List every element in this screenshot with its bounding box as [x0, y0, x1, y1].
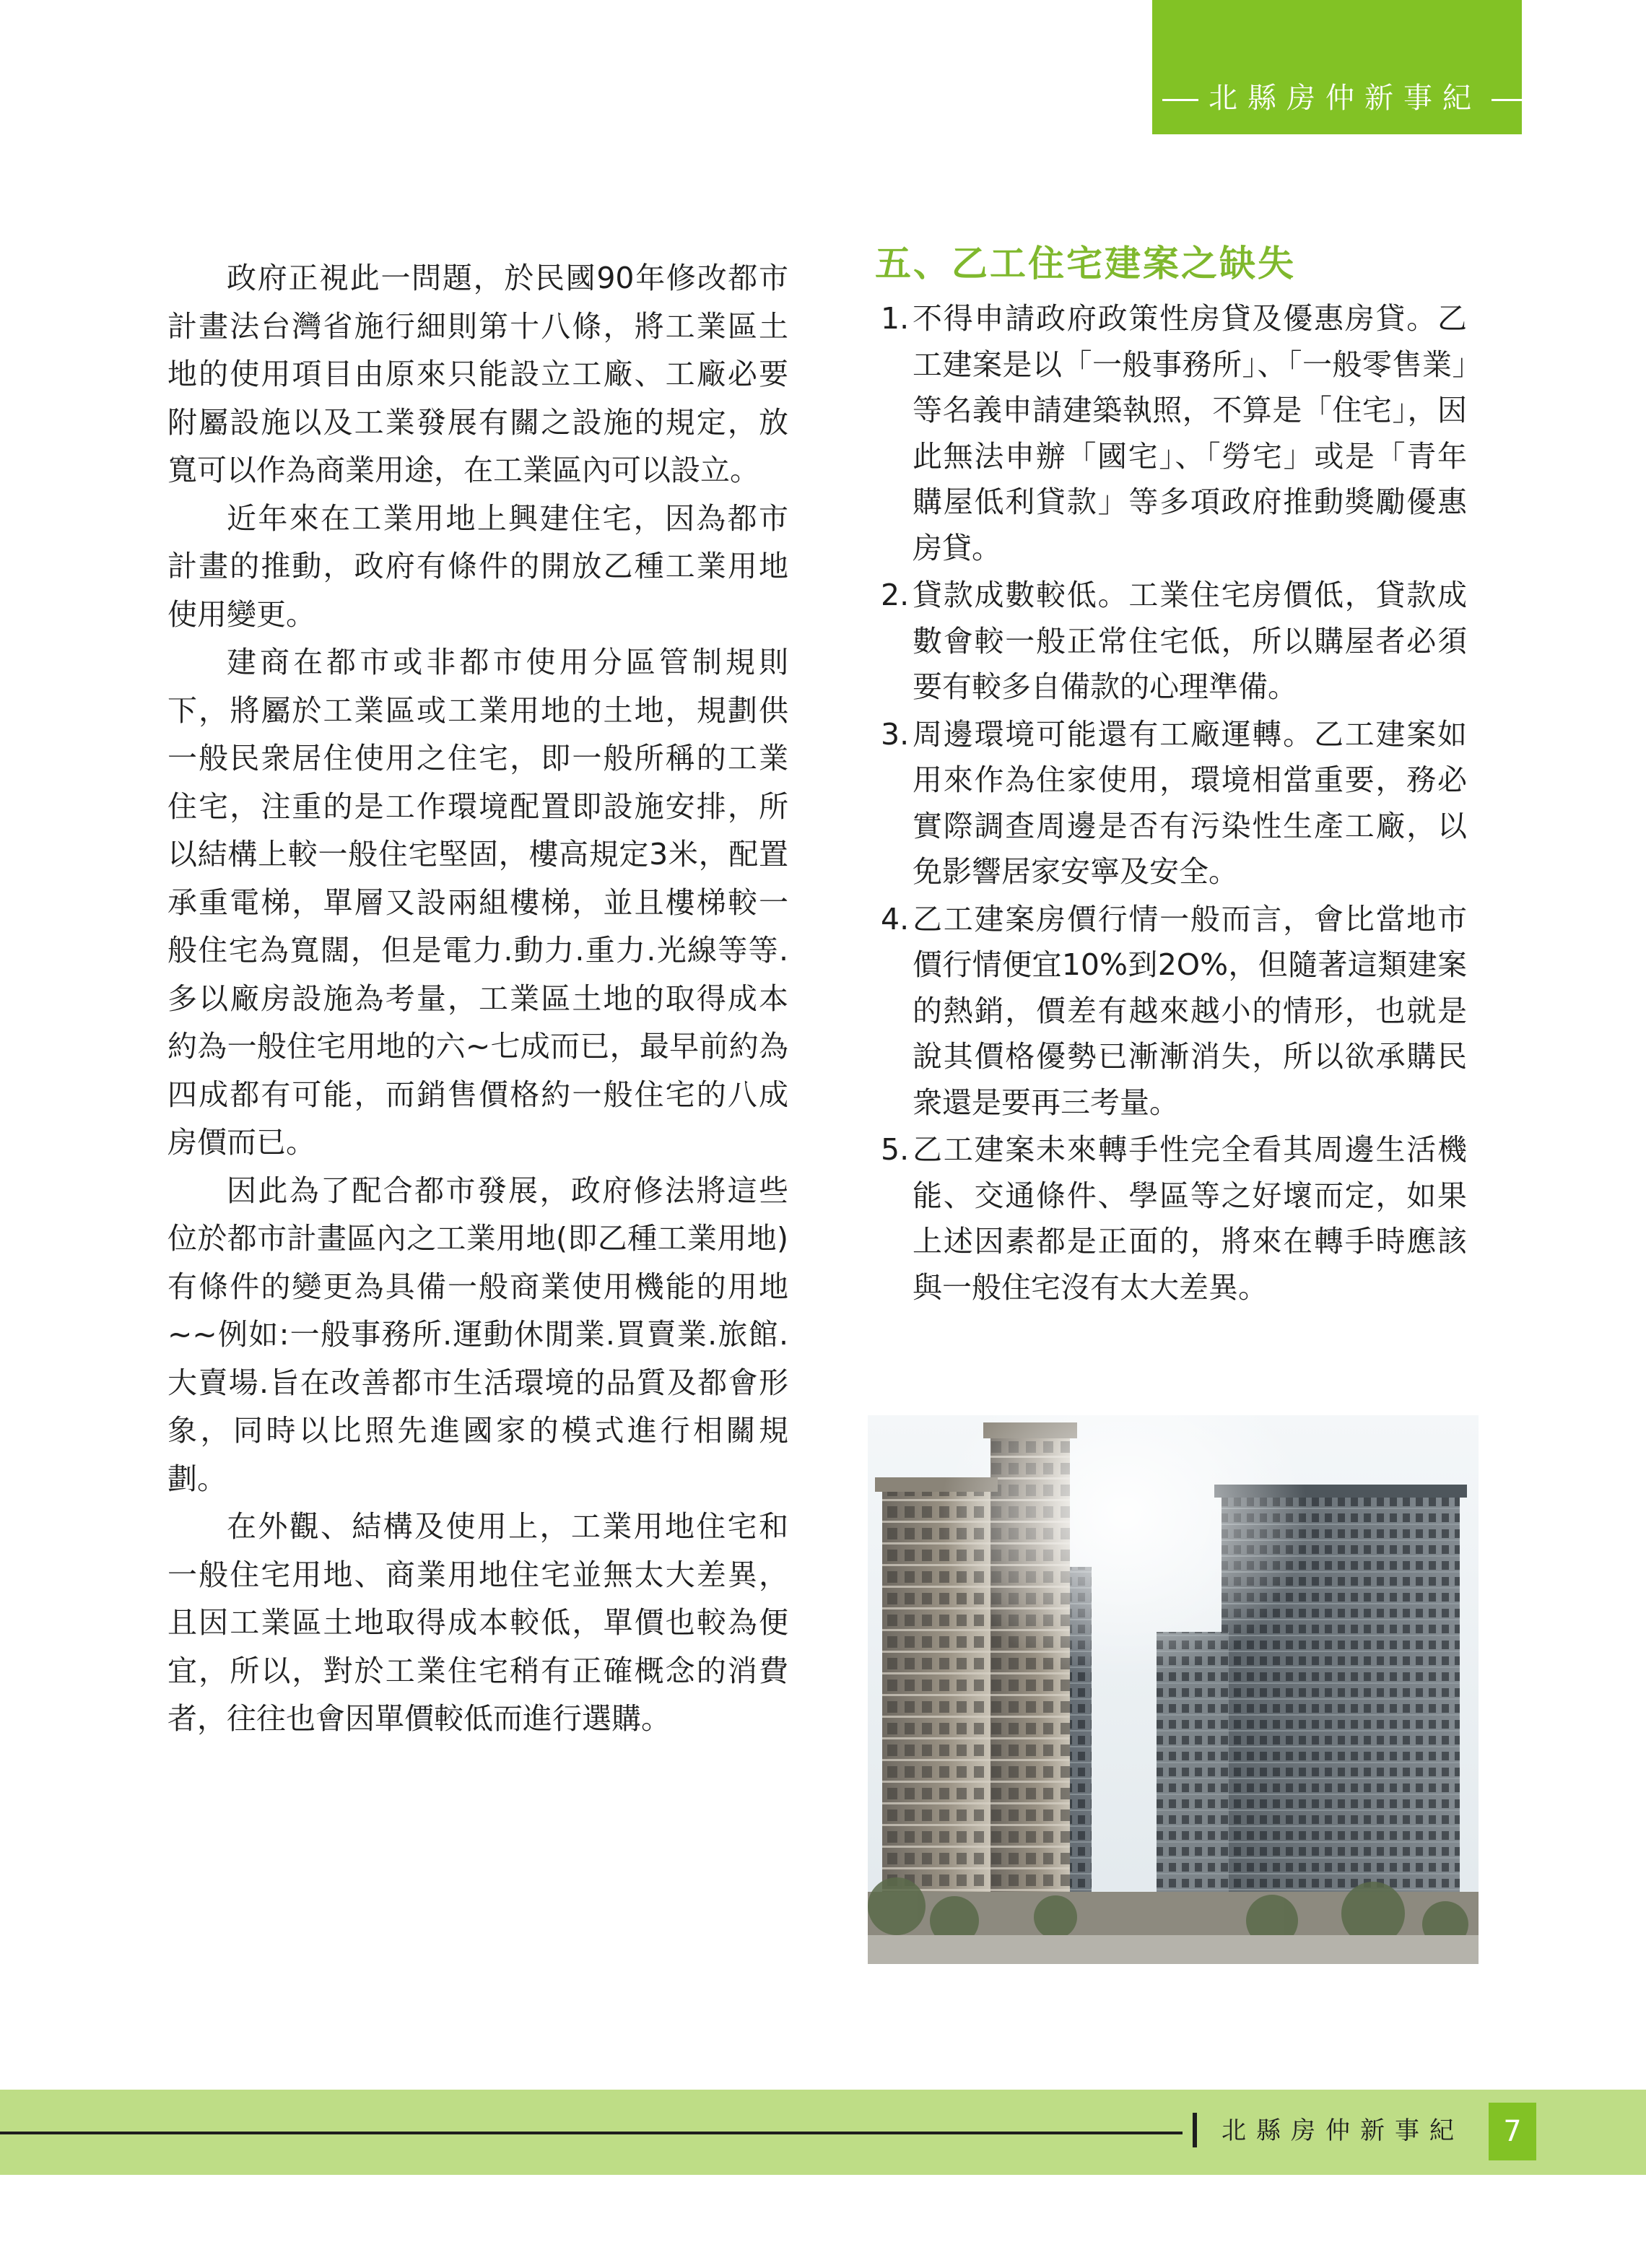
list-item-number: 3. [881, 716, 910, 752]
left-column [167, 254, 788, 1743]
building-photo [868, 1415, 1479, 1964]
paragraph: 因此為了配合都市發展，政府修法將這些位於都市計畫區內之工業用地(即乙種工業用地)有條件的變更為具備一般商業使用機能的用地~~例如:一般事務所.運動休閒業.買賣業.旅館.大賣場.旨在改善都市生活環境的品質及都會形象，同時以比照先進國家的模式進行相關規劃。 [167, 1173, 788, 1496]
list-item-number: 4. [881, 901, 910, 937]
list-item [875, 712, 1467, 895]
paragraph: 在外觀、結構及使用上，工業用地住宅和一般住宅用地、商業用地住宅並無太大差異，且因工業區土地取得成本較低，單價也較為便宜，所以，對於工業住宅稍有正確概念的消費者，往往也會因單價較低而進行選購。 [167, 1509, 788, 1736]
list-item-text: 乙工建案房價行情一般而言，會比當地市價行情便宜10%到2O%，但隨著這類建案的熱銷，價差有越來越小的情形，也就是說其價格優勢已漸漸消失，所以欲承購民衆還是要再三考量。 [913, 901, 1467, 1120]
paragraph: 建商在都市或非都市使用分區管制規則下，將屬於工業區或工業用地的土地，規劃供一般民衆居住使用之住宅，即一般所稱的工業住宅，注重的是工作環境配置即設施安排，所以結構上較一般住宅堅固，樓高規定3米，配置承重電梯，單層又設兩組樓梯，並且樓梯較一般住宅為寬闊，但是電力.動力.重力.光線等等.多以廠房設施為考量，工業區土地的取得成本約為一般住宅用地的六~七成而已，最早前約為四成都有可能，而銷售價格約一般住宅的八成房價而已。 [167, 645, 788, 1160]
list-item [875, 1127, 1467, 1311]
list-item-text: 乙工建案未來轉手性完全看其周邊生活機能、交通條件、學區等之好壞而定，如果上述因素都是正面的，將來在轉手時應該與一般住宅沒有太大差異。 [913, 1132, 1467, 1305]
list-item-number: 5. [881, 1132, 910, 1167]
list-item-text: 貸款成數較低。工業住宅房價低，貸款成數會較一般正常住宅低，所以購屋者必須要有較多自備款的心理準備。 [913, 578, 1467, 704]
header-tab [1152, 0, 1522, 134]
list-item-number: 2. [881, 578, 910, 612]
list-item [875, 573, 1467, 711]
paragraph: 近年來在工業用地上興建住宅，因為都市計畫的推動，政府有條件的開放乙種工業用地使用變更。 [167, 500, 788, 632]
footer-divider [1193, 2113, 1197, 2147]
footer-band [0, 2090, 1646, 2175]
footer-rule [0, 2132, 1183, 2134]
list-item [875, 897, 1467, 1126]
section-heading: 五、乙工住宅建案之缺失 [875, 243, 1296, 284]
building-illustration [868, 1415, 1479, 1964]
list-item-text: 不得申請政府政策性房貸及優惠房貸。乙工建案是以「一般事務所」、「一般零售業」等名義申請建築執照，不算是「住宅」，因此無法申辦「國宅」、「勞宅」或是「青年購屋低利貸款」等多項政府推動獎勵優惠房貸。 [913, 301, 1467, 565]
right-column [875, 238, 1467, 1312]
list-item-number: 1. [881, 301, 910, 336]
footer-title: 北縣房仲新事紀 [1222, 2116, 1464, 2145]
list-item-text: 周邊環境可能還有工廠運轉。乙工建案如用來作為住家使用，環境相當重要，務必實際調查周邊是否有污染性生產工廠，以免影響居家安寧及安全。 [913, 716, 1467, 889]
paragraph: 政府正視此一問題，於民國90年修改都市計畫法台灣省施行細則第十八條，將工業區土地的使用項目由原來只能設立工廠、工廠必要附屬設施以及工業發展有關之設施的規定，放寬可以作為商業用途，在工業區內可以設立。 [167, 261, 788, 487]
list-item [875, 296, 1467, 571]
header-title: 北縣房仲新事紀 [1152, 81, 1522, 116]
page-number: 7 [1489, 2103, 1536, 2160]
issue-list [875, 296, 1467, 1311]
